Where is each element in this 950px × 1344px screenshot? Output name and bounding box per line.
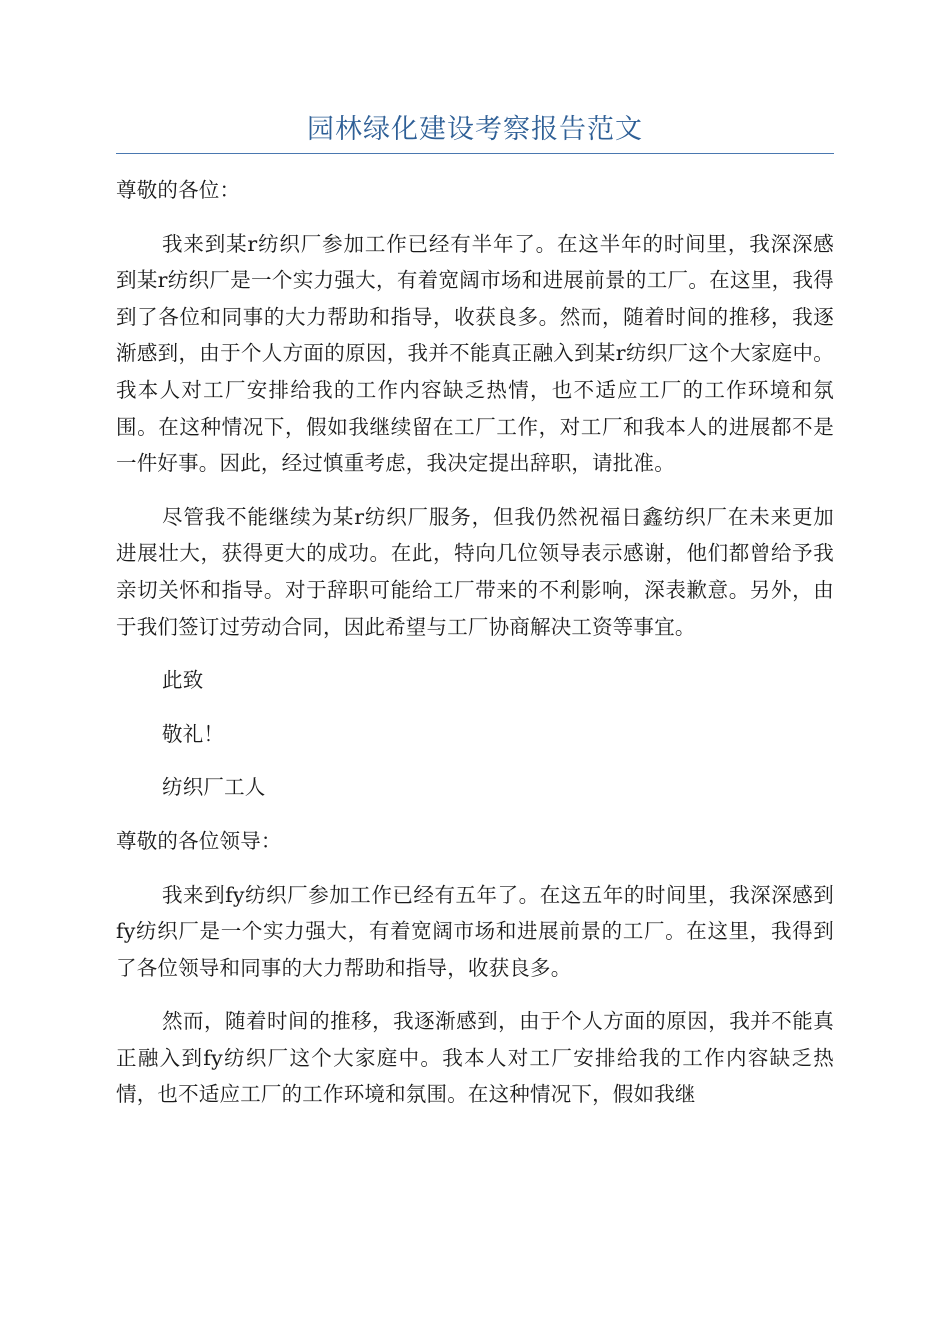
closing-line: 敬礼！ <box>162 721 225 746</box>
signature-line: 纺织厂工人 <box>162 775 266 800</box>
closing-line: 此致 <box>162 668 204 693</box>
body-paragraph: 我来到某r纺织厂参加工作已经有半年了。在这半年的时间里，我深深感到某r纺织厂是一个实力强大，有着宽阔市场和进展前景的工厂。在这里，我得到了各位和同事的大力帮助和指导，收获良多。然而，随着时间的推移，我逐渐感到，由于个人方面的原因，我并不能真正融入到某r纺织厂这个大家庭中。我本人对工厂安排给我的工作内容缺乏热情，也不适应工厂的工作环境和氛围。在这种情况下，假如我继续留在工厂工作，对工厂和我本人的进展都不是一件好事。因此，经过慎重考虑，我决定提出辞职，请批准。 <box>116 231 834 476</box>
body-paragraph: 尽管我不能继续为某r纺织厂服务，但我仍然祝福日鑫纺织厂在未来更加进展壮大，获得更大的成功。在此，特向几位领导表示感谢，他们都曾给予我亲切关怀和指导。对于辞职可能给工厂带来的不利影响，深表歉意。另外，由于我们签订过劳动合同，因此希望与工厂协商解决工资等事宜。 <box>116 504 834 639</box>
salutation: 尊敬的各位： <box>116 178 241 202</box>
title-underline <box>116 153 834 154</box>
document-body <box>116 172 834 1130</box>
body-paragraph: 我来到fy纺织厂参加工作已经有五年了。在这五年的时间里，我深深感到fy纺织厂是一个实力强大，有着宽阔市场和进展前景的工厂。在这里，我得到了各位领导和同事的大力帮助和指导，收获良多。 <box>116 882 834 980</box>
document-title: 园林绿化建设考察报告范文 <box>307 114 643 145</box>
salutation: 尊敬的各位领导： <box>116 828 282 853</box>
body-paragraph: 然而，随着时间的推移，我逐渐感到，由于个人方面的原因，我并不能真正融入到fy纺织厂这个大家庭中。我本人对工厂安排给我的工作内容缺乏热情，也不适应工厂的工作环境和氛围。在这种情况下，假如我继 <box>116 1009 834 1107</box>
